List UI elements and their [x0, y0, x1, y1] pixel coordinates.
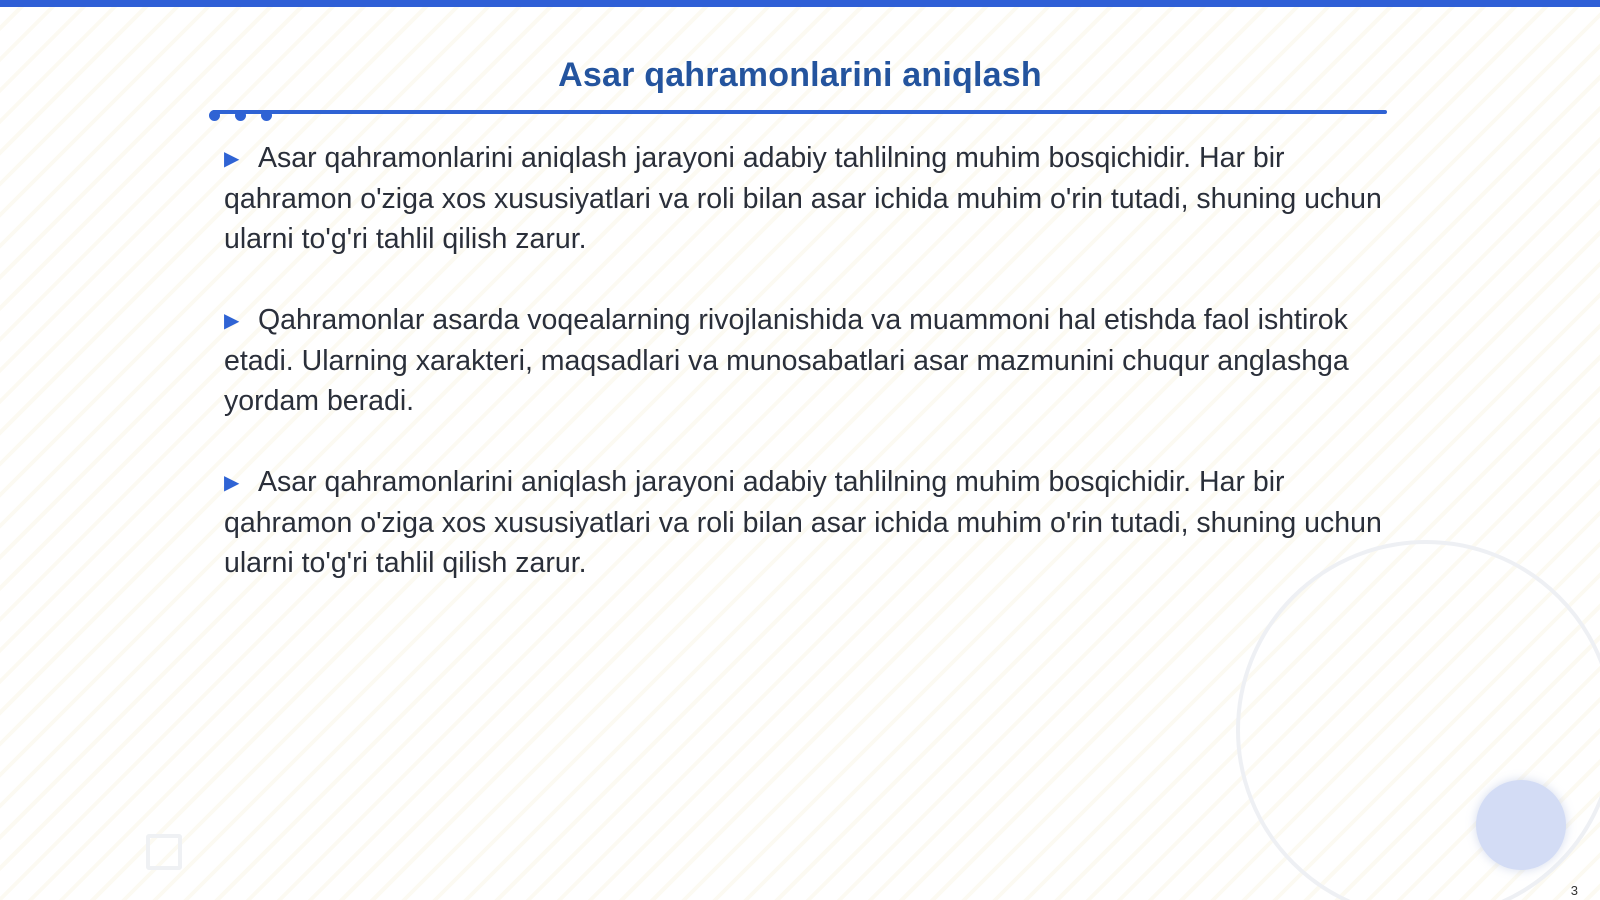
- slide-title: Asar qahramonlarini aniqlash: [558, 56, 1042, 94]
- bullet-paragraph: [224, 300, 1384, 421]
- underline-dot-icon: [235, 110, 246, 121]
- paragraph-text: Asar qahramonlarini aniqlash jarayoni adabiy tahlilning muhim bosqichidir. Har bir qahramon o'ziga xos xususiyatlari va roli bilan asar ichida muhim o'rin tutadi, shuning uchun ularni to'g'ri tahlil qilish zarur.: [224, 466, 1382, 579]
- bullet-paragraph: [224, 462, 1384, 583]
- triangle-right-icon: ▶: [224, 148, 240, 170]
- decorative-square: [146, 834, 182, 870]
- paragraph-text: Asar qahramonlarini aniqlash jarayoni adabiy tahlilning muhim bosqichidir. Har bir qahramon o'ziga xos xususiyatlari va roli bilan asar ichida muhim o'rin tutadi, shuning uchun ularni to'g'ri tahlil qilish zarur.: [224, 142, 1382, 255]
- title-underline: [212, 110, 1387, 114]
- decorative-circle: [1476, 780, 1566, 870]
- page-number: 3: [1570, 883, 1578, 898]
- top-accent-bar: [0, 0, 1600, 7]
- paragraph-text: Qahramonlar asarda voqealarning rivojlanishida va muammoni hal etishda faol ishtirok etadi. Ularning xarakteri, maqsadlari va munosabatlari asar mazmunini chuqur anglashga yordam beradi.: [224, 304, 1349, 417]
- triangle-right-icon: ▶: [224, 472, 240, 494]
- bullet-paragraph: [224, 138, 1384, 259]
- underline-dot-icon: [209, 110, 220, 121]
- underline-dot-icon: [261, 110, 272, 121]
- triangle-right-icon: ▶: [224, 310, 240, 332]
- slide-body: [224, 138, 1384, 624]
